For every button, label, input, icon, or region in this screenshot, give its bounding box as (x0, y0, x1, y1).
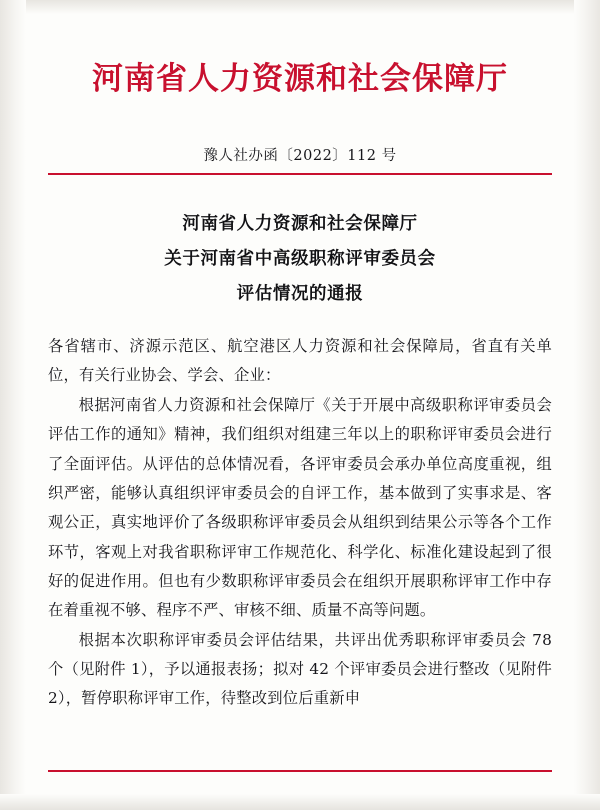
document-body (48, 332, 552, 714)
document-title (48, 207, 552, 312)
footer-red-rule (48, 770, 552, 772)
issuing-agency-header: 河南省人力资源和社会保障厅 (92, 61, 508, 97)
page-edge-right (574, 0, 600, 810)
body-paragraph-2: 根据本次职称评审委员会评估结果，共评出优秀职称评审委员会 78 个（见附件 1），予以通报表扬；拟对 42 个评审委员会进行整改（见附件 2），暂停职称评审工作，待整改到位后重新申 (48, 630, 552, 708)
document-title-line-3: 评估情况的通报 (236, 284, 364, 305)
document-title-line-1: 河南省人力资源和社会保障厅 (182, 214, 418, 235)
page-edge-left (0, 0, 26, 810)
document-number: 豫人社办函〔2022〕112 号 (203, 148, 397, 165)
body-paragraph-salutation: 各省辖市、济源示范区、航空港区人力资源和社会保障局，省直有关单位，有关行业协会、学会、企业： (48, 337, 552, 385)
document-title-line-2: 关于河南省中高级职称评审委员会 (164, 249, 436, 270)
document-content (48, 0, 552, 810)
header-red-rule (48, 173, 552, 175)
body-paragraph-1: 根据河南省人力资源和社会保障厅《关于开展中高级职称评审委员会评估工作的通知》精神，我们组织对组建三年以上的职称评审委员会进行了全面评估。从评估的总体情况看，各评审委员会承办单位高度重视，组织严密，能够认真组织评审委员会的自评工作，基本做到了实事求是、客观公正，真实地评价了各级职称评审委员会从组织到结果公示等各个工作环节，客观上对我省职称评审工作规范化、科学化、标准化建设起到了很好的促进作用。但也有少数职称评审委员会在组织开展职称评审工作中存在着重视不够、程序不严、审核不细、质量不高等问题。 (48, 395, 552, 620)
